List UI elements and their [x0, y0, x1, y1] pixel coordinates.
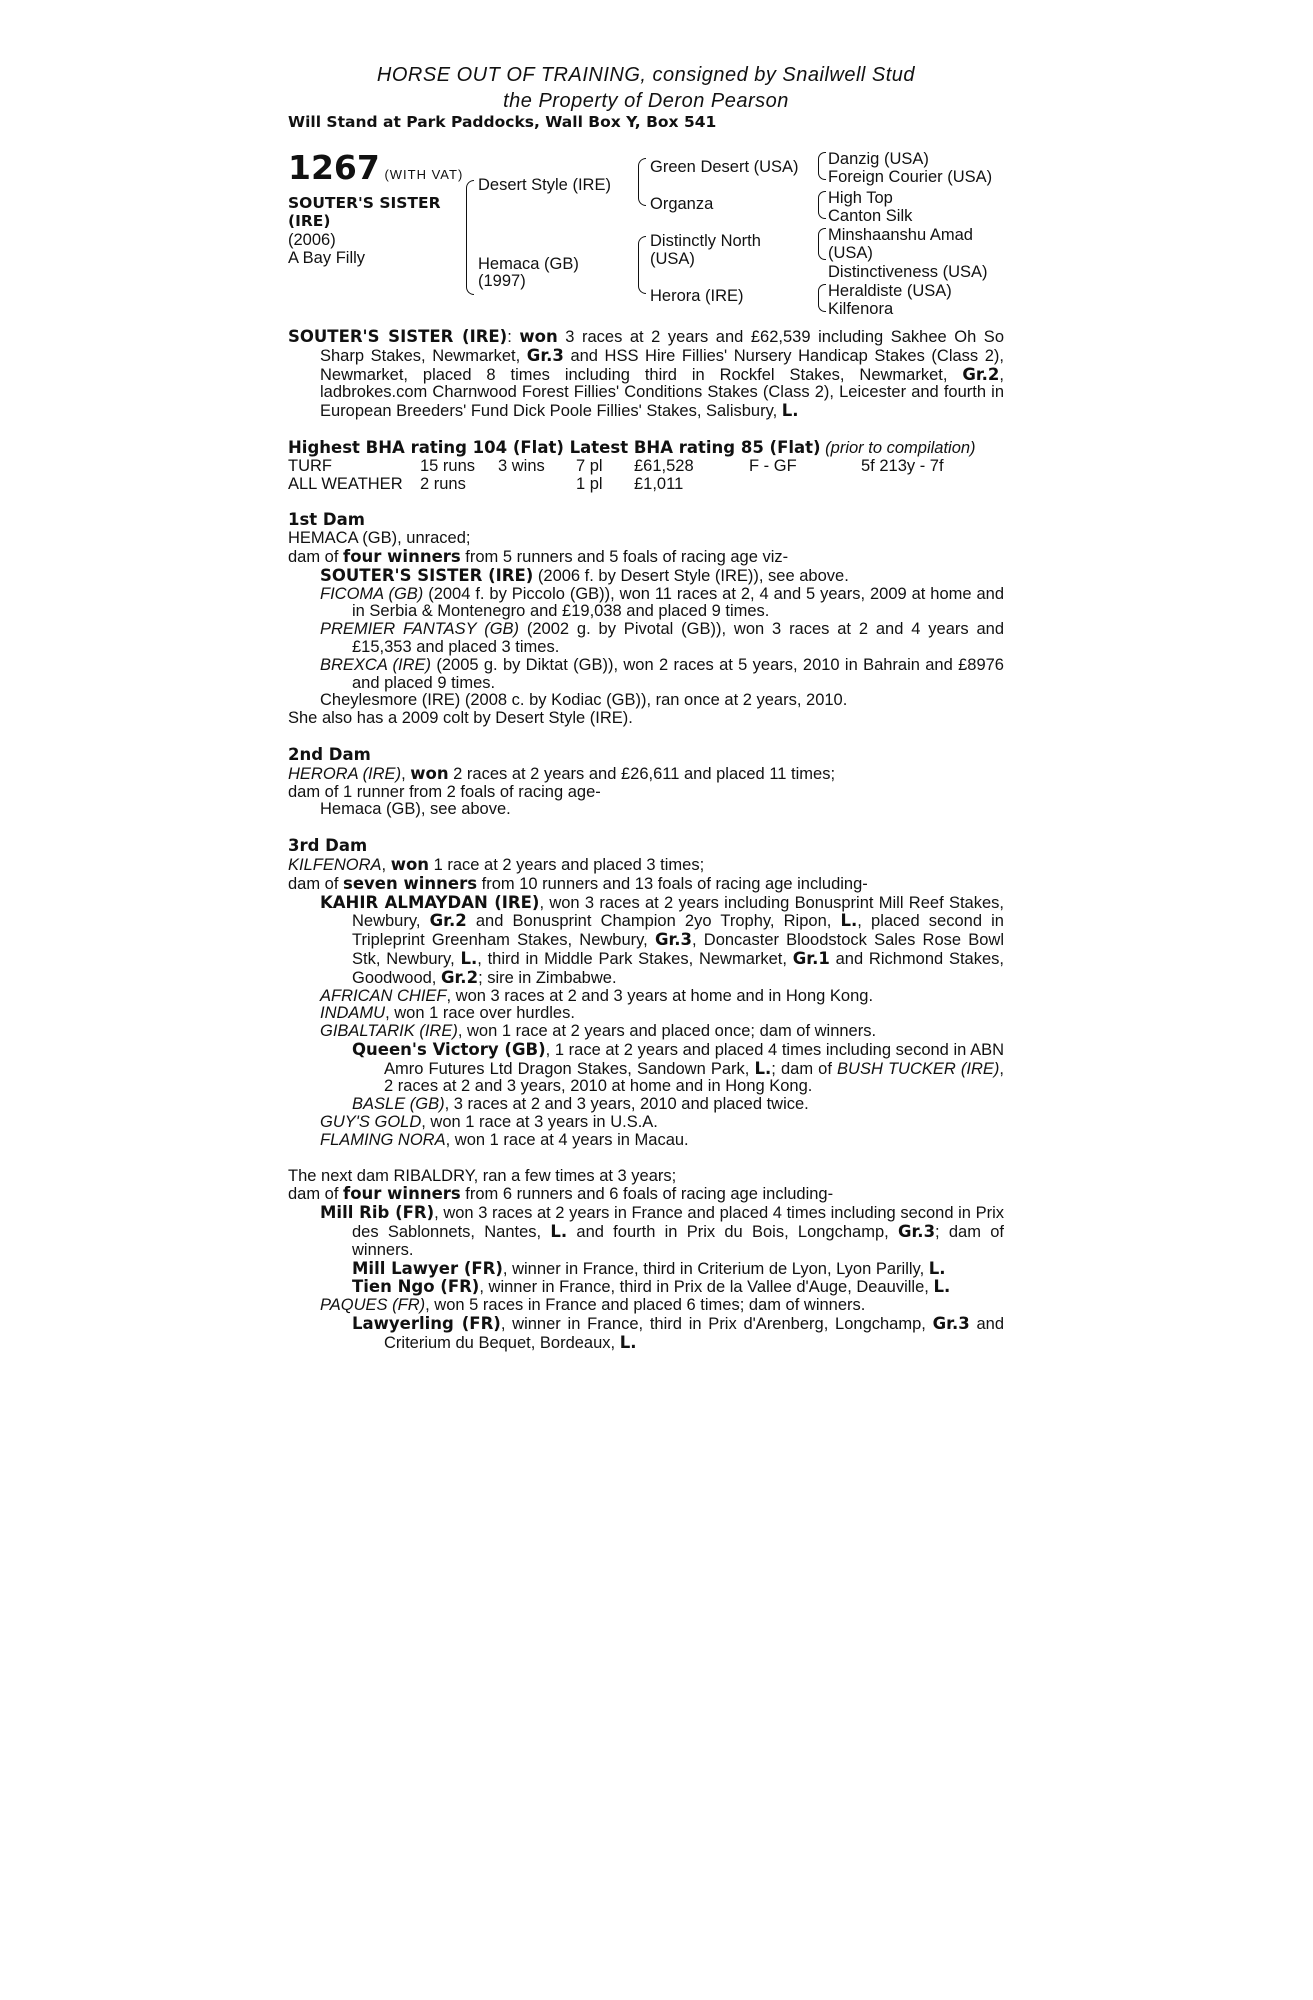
first-dam-heading: 1st Dam: [288, 510, 365, 530]
dam-dam: Herora (IRE): [650, 287, 744, 305]
offspring-2: FICOMA (GB) (2004 f. by Piccolo (GB)), won 11 races at 2, 4 and 5 years, 2009 at home and in Serbia & Montenegro and £19,038 and placed 9 times.: [320, 584, 1004, 621]
horse-description: A Bay Filly: [288, 249, 366, 267]
indamu: INDAMU, won 1 race over hurdles.: [320, 1004, 575, 1023]
sire-sire: Green Desert (USA): [650, 158, 799, 176]
tien-ngo: Tien Ngo (FR), winner in France, third in Prix de la Vallee d'Auge, Deauville, L.: [352, 1277, 951, 1297]
sds: High Top: [828, 189, 893, 207]
horse-name-line2: (IRE): [288, 212, 331, 230]
second-dam-offspring: Hemaca (GB), see above.: [320, 800, 511, 819]
dds: Heraldiste (USA): [828, 282, 952, 300]
offspring-3: PREMIER FANTASY (GB) (2002 g. by Pivotal (GB)), won 3 races at 2 and 4 years and £15,353 and placed 3 times.: [320, 620, 1004, 656]
guys-gold: GUY'S GOLD, won 1 race at 3 years in U.S.A.: [320, 1113, 658, 1132]
ss-brace: [818, 152, 826, 180]
offspring-4: BREXCA (IRE) (2005 g. by Diktat (GB)), won 2 races at 5 years, 2010 in Bahrain and £8976 and placed 9 times.: [320, 655, 1004, 692]
sd-brace: [818, 191, 826, 219]
consignor-line: HORSE OUT OF TRAINING, consigned by Snailwell Stud: [376, 64, 916, 86]
dss-line2: (USA): [828, 244, 873, 262]
second-dam-heading: 2nd Dam: [288, 744, 371, 764]
queens-victory: Queen's Victory (GB), 1 race at 2 years and placed 4 times including second in ABN Amro Futures Ltd Dragon Stakes, Sandown Park, L.; dam of BUSH TUCKER (IRE), 2 races at 2 and 3 years, 2010 at home and in Hong Kong.: [352, 1039, 1005, 1096]
kahir-almaydan: KAHIR ALMAYDAN (IRE), won 3 races at 2 years including Bonusprint Mill Reef Stakes, Newbury, Gr.2 and Bonusprint Champion 2yo Trophy, Ripon, L., placed second in Tripleprint Greenham Stakes, Newbury, Gr.3, Doncaster Bloodstock Sales Rose Bowl Stk, Newbury, L., third in Middle Park Stakes, Newmarket, Gr.1 and Richmond Stakes, Goodwood, Gr.2; sire in Zimbabwe.: [320, 892, 1004, 987]
flaming-nora: FLAMING NORA, won 1 race at 4 years in Macau.: [320, 1130, 689, 1149]
next-dam-produce-line: dam of four winners from 6 runners and 6 foals of racing age including-: [288, 1184, 834, 1204]
dam-line-brace: [638, 236, 646, 294]
horse-year: (2006): [288, 231, 336, 249]
sire: Desert Style (IRE): [478, 176, 611, 194]
dss-line1: Minshaanshu Amad: [828, 226, 973, 244]
lawyerling: Lawyerling (FR), winner in France, third in Prix d'Arenberg, Longchamp, Gr.3 and Criterium du Bequet, Bordeaux, L.: [352, 1314, 1004, 1352]
location-line: Will Stand at Park Paddocks, Wall Box Y, Box 541: [288, 113, 717, 131]
vat-note: (WITH VAT): [384, 167, 464, 182]
horse-name-line1: SOUTER'S SISTER: [288, 194, 441, 212]
dam-sire-line2: (USA): [650, 250, 695, 268]
dd-brace: [818, 284, 826, 312]
lot-number-line: [288, 150, 463, 186]
third-dam-line: KILFENORA, won 1 race at 2 years and placed 3 times;: [288, 854, 705, 874]
dam-sire-line1: Distinctly North: [650, 232, 761, 250]
second-dam-line: HERORA (IRE), won 2 races at 2 years and £26,611 and placed 11 times;: [288, 763, 836, 783]
sire-dam: Organza: [650, 195, 714, 213]
dam-brace: [466, 234, 474, 295]
pedigree-block: [288, 150, 1004, 328]
ds-brace: [818, 228, 826, 260]
form-row-turf: TURF 15 runs 3 wins 7 pl £61,528 F - GF 5f 213y - 7f: [288, 456, 944, 475]
property-line: the Property of Deron Pearson: [503, 90, 789, 112]
dam: Hemaca (GB): [478, 255, 579, 273]
gibaltarik: GIBALTARIK (IRE), won 1 race at 2 years and placed once; dam of winners.: [320, 1022, 877, 1041]
mill-rib: Mill Rib (FR), won 3 races at 2 years in France and placed 4 times including second in Prix des Sablonnets, Nantes, L. and fourth in Prix du Bois, Longchamp, Gr.3; dam of winners.: [320, 1203, 1004, 1259]
sire-line-brace: [638, 158, 646, 206]
first-dam-produce-line: dam of four winners from 5 runners and 5 foals of racing age viz-: [288, 546, 789, 566]
sire-brace: [466, 180, 474, 235]
also-has-line: She also has a 2009 colt by Desert Style (IRE).: [288, 709, 633, 728]
ssd: Foreign Courier (USA): [828, 168, 993, 186]
offspring-5: Cheylesmore (IRE) (2008 c. by Kodiac (GB)), ran once at 2 years, 2010.: [320, 691, 848, 710]
sdd: Canton Silk: [828, 207, 913, 225]
offspring-1: SOUTER'S SISTER (IRE) (2006 f. by Desert Style (IRE)), see above.: [320, 565, 849, 585]
third-dam-heading: 3rd Dam: [288, 836, 368, 856]
basle: BASLE (GB), 3 races at 2 and 3 years, 2010 and placed twice.: [352, 1095, 809, 1114]
african-chief: AFRICAN CHIEF, won 3 races at 2 and 3 years at home and in Hong Kong.: [320, 986, 874, 1005]
mill-lawyer: Mill Lawyer (FR), winner in France, third in Criterium de Lyon, Lyon Parilly, L.: [352, 1258, 946, 1278]
catalogue-page: [288, 62, 1004, 1353]
lot-number: 1267: [288, 148, 380, 187]
dam-year: (1997): [478, 272, 526, 290]
sss: Danzig (USA): [828, 150, 929, 168]
bha-rating: Highest BHA rating 104 (Flat) Latest BHA rating 85 (Flat) (prior to compilation): [288, 437, 976, 457]
race-record-text: [288, 328, 1004, 1353]
first-dam-line: HEMACA (GB), unraced;: [288, 529, 471, 548]
next-dam-line: The next dam RIBALDRY, ran a few times at 3 years;: [288, 1166, 677, 1185]
second-dam-produce-line: dam of 1 runner from 2 foals of racing age-: [288, 782, 601, 801]
dsd: Distinctiveness (USA): [828, 263, 988, 281]
race-summary: SOUTER'S SISTER (IRE): won 3 races at 2 years and £62,539 including Sakhee Oh So Sharp Stakes, Newmarket, Gr.3 and HSS Hire Fillies' Nursery Handicap Stakes (Class 2), Newmarket, placed 8 times including third in Rockfel Stakes, Newmarket, Gr.2, ladbrokes.com Charnwood Forest Fillies' Conditions Stakes (Class 2), Leicester and fourth in European Breeders' Fund Dick Poole Fillies' Stakes, Salisbury, L.: [288, 327, 1004, 421]
third-dam-produce-line: dam of seven winners from 10 runners and 13 foals of racing age including-: [288, 873, 868, 893]
form-row-aw: ALL WEATHER 2 runs 1 pl £1,011: [288, 474, 684, 493]
ddd: Kilfenora: [828, 300, 894, 318]
paques: PAQUES (FR), won 5 races in France and placed 6 times; dam of winners.: [320, 1296, 866, 1315]
